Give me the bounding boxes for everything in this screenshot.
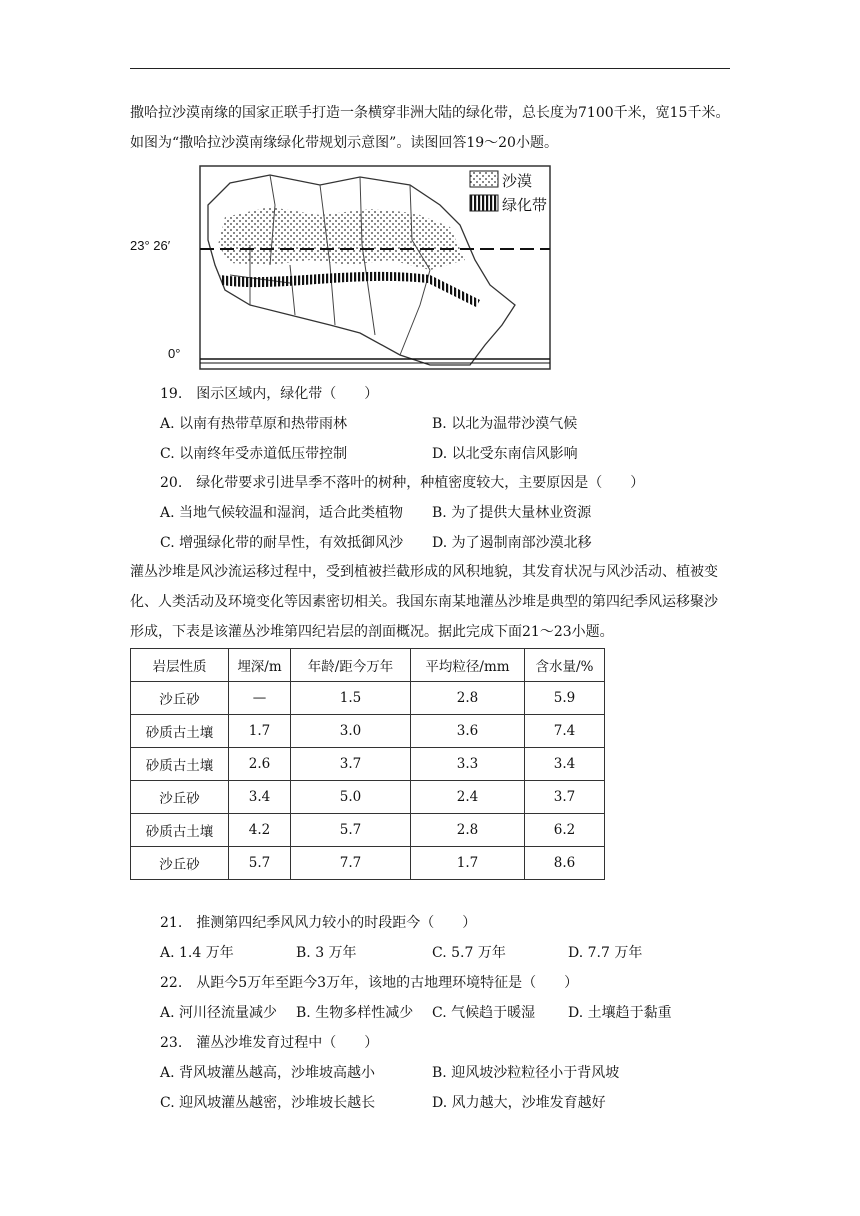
latitude-label-tropic: 23° 26′ [130, 238, 171, 253]
table-cell: 5.9 [525, 682, 605, 715]
q22-option-b: B. 生物多样性减少 [296, 1005, 414, 1021]
latitude-label-equator: 0° [168, 346, 181, 361]
q20-option-c: C. 增强绿化带的耐旱性，有效抵御风沙 [160, 535, 404, 551]
table-header-cell: 岩层性质 [131, 649, 229, 682]
table-cell: 砂质古土壤 [131, 814, 229, 847]
question-21-stem: 21. 推测第四纪季风风力较小的时段距今（ ） [160, 915, 477, 931]
table-cell: 1.7 [229, 715, 291, 748]
table-cell: 2.8 [411, 682, 525, 715]
legend-desert-label: 沙漠 [502, 172, 533, 190]
table-cell: 1.7 [411, 847, 525, 880]
table-cell: 5.7 [229, 847, 291, 880]
q21-option-a: A. 1.4 万年 [160, 945, 234, 961]
sahara-green-belt-map [130, 165, 560, 372]
q20-option-d: D. 为了遏制南部沙漠北移 [432, 535, 592, 551]
table-cell: — [229, 682, 291, 715]
q22-option-a: A. 河川径流量减少 [160, 1005, 278, 1021]
q19-option-b: B. 以北为温带沙漠气候 [432, 416, 578, 432]
table-row [131, 682, 605, 715]
table-cell: 4.2 [229, 814, 291, 847]
q20-option-a: A. 当地气候较温和湿润，适合此类植物 [160, 505, 404, 521]
q19-option-c: C. 以南终年受赤道低压带控制 [160, 446, 348, 462]
q19-option-a: A. 以南有热带草原和热带雨林 [160, 416, 348, 432]
q22-option-c: C. 气候趋于暖湿 [432, 1005, 536, 1021]
question-23-stem: 23. 灌丛沙堆发育过程中（ ） [160, 1035, 379, 1051]
q20-option-b: B. 为了提供大量林业资源 [432, 505, 592, 521]
table-cell: 3.7 [291, 748, 411, 781]
table-cell: 3.4 [525, 748, 605, 781]
table-cell: 砂质古土壤 [131, 748, 229, 781]
table-row [131, 847, 605, 880]
table-cell: 沙丘砂 [131, 682, 229, 715]
q21-option-c: C. 5.7 万年 [432, 945, 506, 961]
question-20-stem: 20. 绿化带要求引进旱季不落叶的树种，种植密度较大，主要原因是（ ） [160, 475, 645, 491]
q19-option-d: D. 以北受东南信风影响 [432, 446, 578, 462]
table-header-cell: 埋深/m [229, 649, 291, 682]
table-cell: 砂质古土壤 [131, 715, 229, 748]
intro-paragraph-2: 灌丛沙堆是风沙流运移过程中，受到植被拦截形成的风积地貌，其发育状况与风沙活动、植被变化、人类活动及环境变化等因素密切相关。我国东南某地灌丛沙堆是典型的第四纪季风运移聚沙形成，下表是该灌丛沙堆第四纪岩层的剖面概况。据此完成下面21～23小题。 [130, 564, 718, 640]
q23-option-a: A. 背风坡灌丛越高，沙堆坡高越小 [160, 1065, 376, 1081]
table-cell: 7.7 [291, 847, 411, 880]
table-cell: 3.0 [291, 715, 411, 748]
q23-option-c: C. 迎风坡灌丛越密，沙堆坡长越长 [160, 1095, 376, 1111]
table-header-cell: 年龄/距今万年 [291, 649, 411, 682]
q22-option-d: D. 土壤趋于黏重 [568, 1005, 672, 1021]
table-row [131, 781, 605, 814]
question-19-stem: 19. 图示区域内，绿化带（ ） [160, 386, 379, 402]
table-cell: 3.4 [229, 781, 291, 814]
table-cell: 8.6 [525, 847, 605, 880]
table-row [131, 748, 605, 781]
q23-option-b: B. 迎风坡沙粒粒径小于背风坡 [432, 1065, 620, 1081]
table-header-cell: 含水量/% [525, 649, 605, 682]
stratum-profile-table [130, 648, 605, 880]
table-cell: 2.6 [229, 748, 291, 781]
table-header-row [131, 649, 605, 682]
table-header-cell: 平均粒径/mm [411, 649, 525, 682]
table-cell: 3.3 [411, 748, 525, 781]
q21-option-d: D. 7.7 万年 [568, 945, 643, 961]
table-cell: 2.8 [411, 814, 525, 847]
table-cell: 6.2 [525, 814, 605, 847]
intro-paragraph-1: 撒哈拉沙漠南缘的国家正联手打造一条横穿非洲大陆的绿化带，总长度为7100千米，宽15千米。如图为“撒哈拉沙漠南缘绿化带规划示意图”。读图回答19～20小题。 [130, 105, 730, 151]
table-cell: 2.4 [411, 781, 525, 814]
table-row [131, 814, 605, 847]
q23-option-d: D. 风力越大，沙堆发育越好 [432, 1095, 606, 1111]
table-cell: 沙丘砂 [131, 781, 229, 814]
header-rule [130, 68, 730, 69]
table-row [131, 715, 605, 748]
table-cell: 沙丘砂 [131, 847, 229, 880]
table-cell: 5.0 [291, 781, 411, 814]
table-cell: 3.7 [525, 781, 605, 814]
table-cell: 1.5 [291, 682, 411, 715]
table-cell: 7.4 [525, 715, 605, 748]
legend-greenbelt-label: 绿化带 [502, 196, 548, 214]
question-22-stem: 22. 从距今5万年至距今3万年，该地的古地理环境特征是（ ） [160, 975, 579, 991]
table-cell: 3.6 [411, 715, 525, 748]
q21-option-b: B. 3 万年 [296, 945, 357, 961]
table-cell: 5.7 [291, 814, 411, 847]
